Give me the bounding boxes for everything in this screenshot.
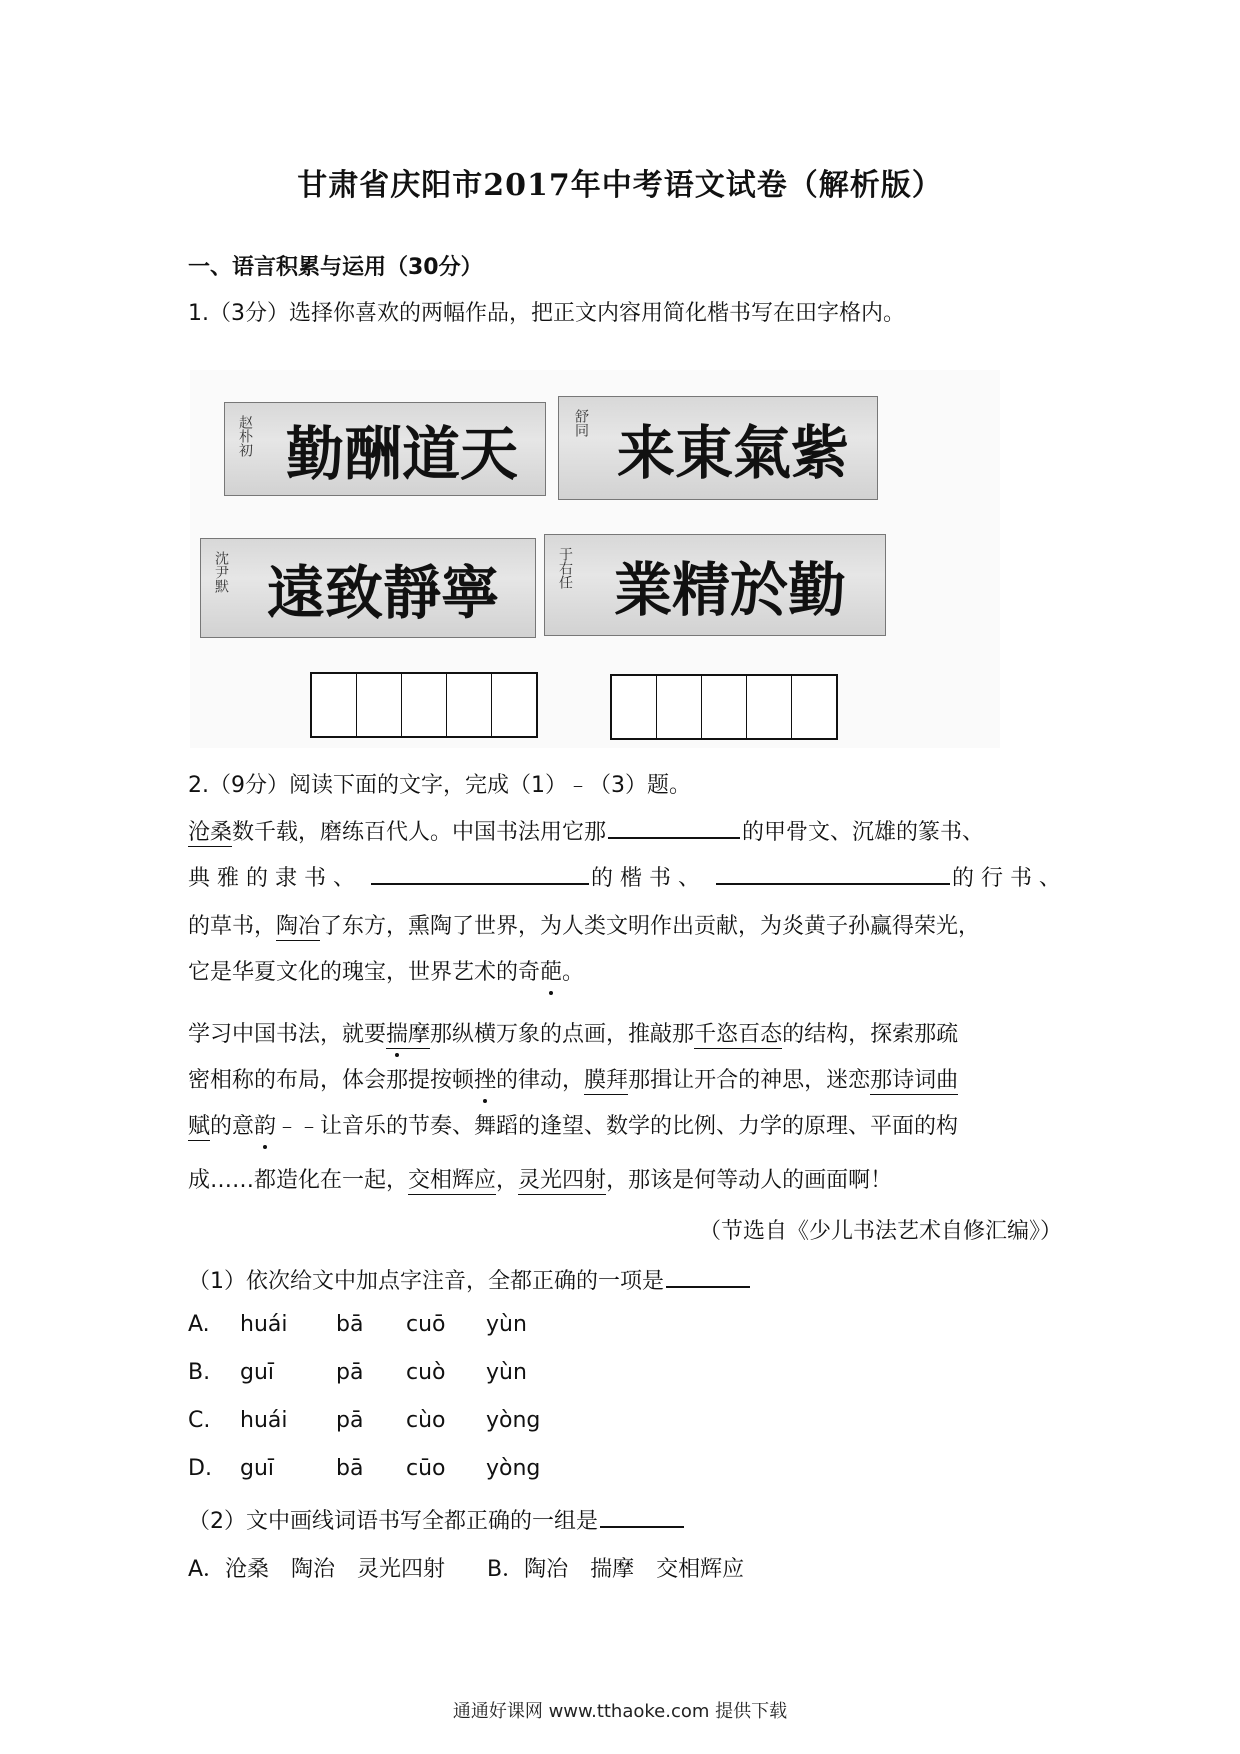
- passage-text: 的意: [210, 1114, 255, 1139]
- passage-text: 。: [562, 960, 585, 985]
- dotted-char: 挫: [474, 1063, 496, 1094]
- pinyin: yòng: [486, 1456, 541, 1481]
- passage-line-3: [188, 909, 980, 940]
- passage-text: 的草书，: [188, 914, 277, 939]
- underlined-word: 沧桑: [188, 820, 233, 845]
- passage-text: 密相称的布局，体会那提按顿: [188, 1068, 475, 1093]
- sub-question-text: （2）文中画线词语书写全都正确的一组是: [188, 1509, 598, 1534]
- calligraphy-figure: [190, 370, 1000, 748]
- pinyin: pā: [336, 1360, 364, 1385]
- option-b-2: B．陶冶 揣摩 交相辉应: [487, 1557, 745, 1582]
- tianzige-grid-left: [310, 672, 538, 738]
- pinyin: bā: [336, 1456, 364, 1481]
- banner-signature: 舒同: [573, 409, 589, 437]
- underlined-word: 陶冶: [276, 914, 321, 939]
- sub-question-text: （1）依次给文中加点字注音，全都正确的一项是: [188, 1269, 664, 1294]
- pinyin: yùn: [486, 1360, 527, 1385]
- passage-text: 的 楷 书 、: [590, 866, 700, 891]
- option-a: [188, 1312, 527, 1337]
- pinyin: cuò: [406, 1360, 446, 1385]
- pinyin: pā: [336, 1408, 364, 1433]
- banner-characters: 遠致靜寧: [266, 559, 499, 627]
- banner-signature: 沈尹默: [213, 551, 229, 593]
- section-heading: 一、语言积累与运用（30分）: [188, 255, 483, 280]
- option-c: [188, 1408, 540, 1433]
- sub-question-2: [188, 1504, 686, 1535]
- calligraphy-banner-1: [224, 402, 546, 496]
- pinyin: guī: [240, 1456, 275, 1481]
- passage-text: ，: [496, 1168, 519, 1193]
- underlined-word: 赋: [188, 1114, 211, 1139]
- option-label: B.: [188, 1360, 211, 1385]
- passage-text: 那纵横万象的点画，推敲那: [430, 1022, 695, 1047]
- grid-cell: [447, 674, 492, 736]
- passage-text: 数千载，磨练百代人。中国书法用它那: [232, 820, 607, 845]
- banner-characters: 来東氣紫: [616, 419, 849, 487]
- underlined-word: 千恣百态: [694, 1022, 783, 1047]
- passage-text: 的甲骨文、沉雄的篆书、: [742, 820, 985, 845]
- passage-text: ，那该是何等动人的画面啊！: [606, 1168, 893, 1193]
- dotted-char: 葩: [540, 955, 562, 986]
- grid-cell: [612, 676, 657, 738]
- passage-line-2: [188, 861, 1061, 892]
- passage-line-6: [188, 1063, 958, 1094]
- underlined-word: 交相辉应: [408, 1168, 497, 1193]
- option-label: C.: [188, 1408, 211, 1433]
- passage-source: （节选自《少儿书法艺术自修汇编》）: [698, 1219, 1062, 1244]
- passage-text: 那揖让开合的神思，迷恋: [628, 1068, 871, 1093]
- pinyin: bā: [336, 1312, 364, 1337]
- grid-cell: [402, 674, 447, 736]
- grid-cell: [357, 674, 402, 736]
- dotted-char: 韵: [254, 1109, 276, 1140]
- passage-text: 了东方，熏陶了世界，为人类文明作出贡献，为炎黄子孙赢得荣光，: [320, 914, 981, 939]
- page-title: 甘肃省庆阳市2017年中考语文试卷（解析版）: [297, 168, 943, 203]
- pinyin: cuō: [406, 1312, 446, 1337]
- grid-cell: [792, 676, 836, 738]
- pinyin: huái: [240, 1408, 288, 1433]
- passage-text: 的 行 书 、: [951, 866, 1061, 891]
- calligraphy-banner-2: [558, 396, 878, 500]
- passage-text: 成……都造化在一起，: [188, 1168, 409, 1193]
- underlined-word: 那诗词曲: [870, 1068, 959, 1093]
- pinyin: yòng: [486, 1408, 541, 1433]
- banner-signature: 于右任: [557, 547, 573, 589]
- options-2: [188, 1552, 744, 1583]
- option-b: [188, 1360, 527, 1385]
- calligraphy-banner-4: [544, 534, 886, 636]
- underlined-word: 膜拜: [584, 1068, 629, 1093]
- pinyin: cùo: [406, 1408, 446, 1433]
- underlined-word: 灵光四射: [518, 1168, 607, 1193]
- fill-blank: [608, 815, 740, 839]
- grid-cell: [657, 676, 702, 738]
- passage-line-5: [188, 1017, 958, 1048]
- option-d: [188, 1456, 540, 1481]
- grid-cell: [492, 674, 536, 736]
- passage-text: 它是华夏文化的瑰宝，世界艺术的奇: [188, 960, 541, 985]
- passage-text: ﹣﹣让音乐的节奏、舞蹈的逢望、数学的比例、力学的原理、平面的构: [276, 1114, 959, 1139]
- passage-line-4: [188, 955, 584, 986]
- option-label: A.: [188, 1312, 210, 1337]
- fill-blank: [666, 1264, 750, 1288]
- dotted-char: 揣: [386, 1017, 408, 1048]
- banner-characters: 業精於勤: [613, 556, 846, 624]
- question-1: 1.（3分）选择你喜欢的两幅作品，把正文内容用简化楷书写在田字格内。: [188, 301, 905, 326]
- fill-blank: [716, 861, 950, 885]
- sub-question-1: [188, 1264, 752, 1295]
- passage-text: 的结构，探索那疏: [782, 1022, 959, 1047]
- passage-line-1: [188, 815, 984, 846]
- pinyin: guī: [240, 1360, 275, 1385]
- passage-text: 的律动，: [496, 1068, 585, 1093]
- calligraphy-banner-3: [200, 538, 536, 638]
- fill-blank: [600, 1504, 684, 1528]
- pinyin: cūo: [406, 1456, 446, 1481]
- page-footer: 通通好课网 www.tthaoke.com 提供下载: [452, 1701, 788, 1722]
- option-label: D.: [188, 1456, 212, 1481]
- passage-line-8: [188, 1163, 892, 1194]
- banner-signature: 赵朴初: [237, 415, 253, 457]
- option-a-2: A．沧桑 陶治 灵光四射: [188, 1557, 446, 1582]
- pinyin: huái: [240, 1312, 288, 1337]
- grid-cell: [702, 676, 747, 738]
- pinyin: yùn: [486, 1312, 527, 1337]
- grid-cell: [312, 674, 357, 736]
- grid-cell: [747, 676, 792, 738]
- underlined-word: 摩: [408, 1022, 431, 1047]
- fill-blank: [371, 861, 589, 885]
- passage-text: 典 雅 的 隶 书 、: [188, 866, 355, 891]
- tianzige-grid-right: [610, 674, 838, 740]
- passage-line-7: [188, 1109, 958, 1140]
- banner-characters: 勤酬道天: [285, 420, 518, 488]
- passage-text: 学习中国书法，就要: [188, 1022, 387, 1047]
- question-2: 2.（9分）阅读下面的文字，完成（1）﹣（3）题。: [188, 773, 691, 798]
